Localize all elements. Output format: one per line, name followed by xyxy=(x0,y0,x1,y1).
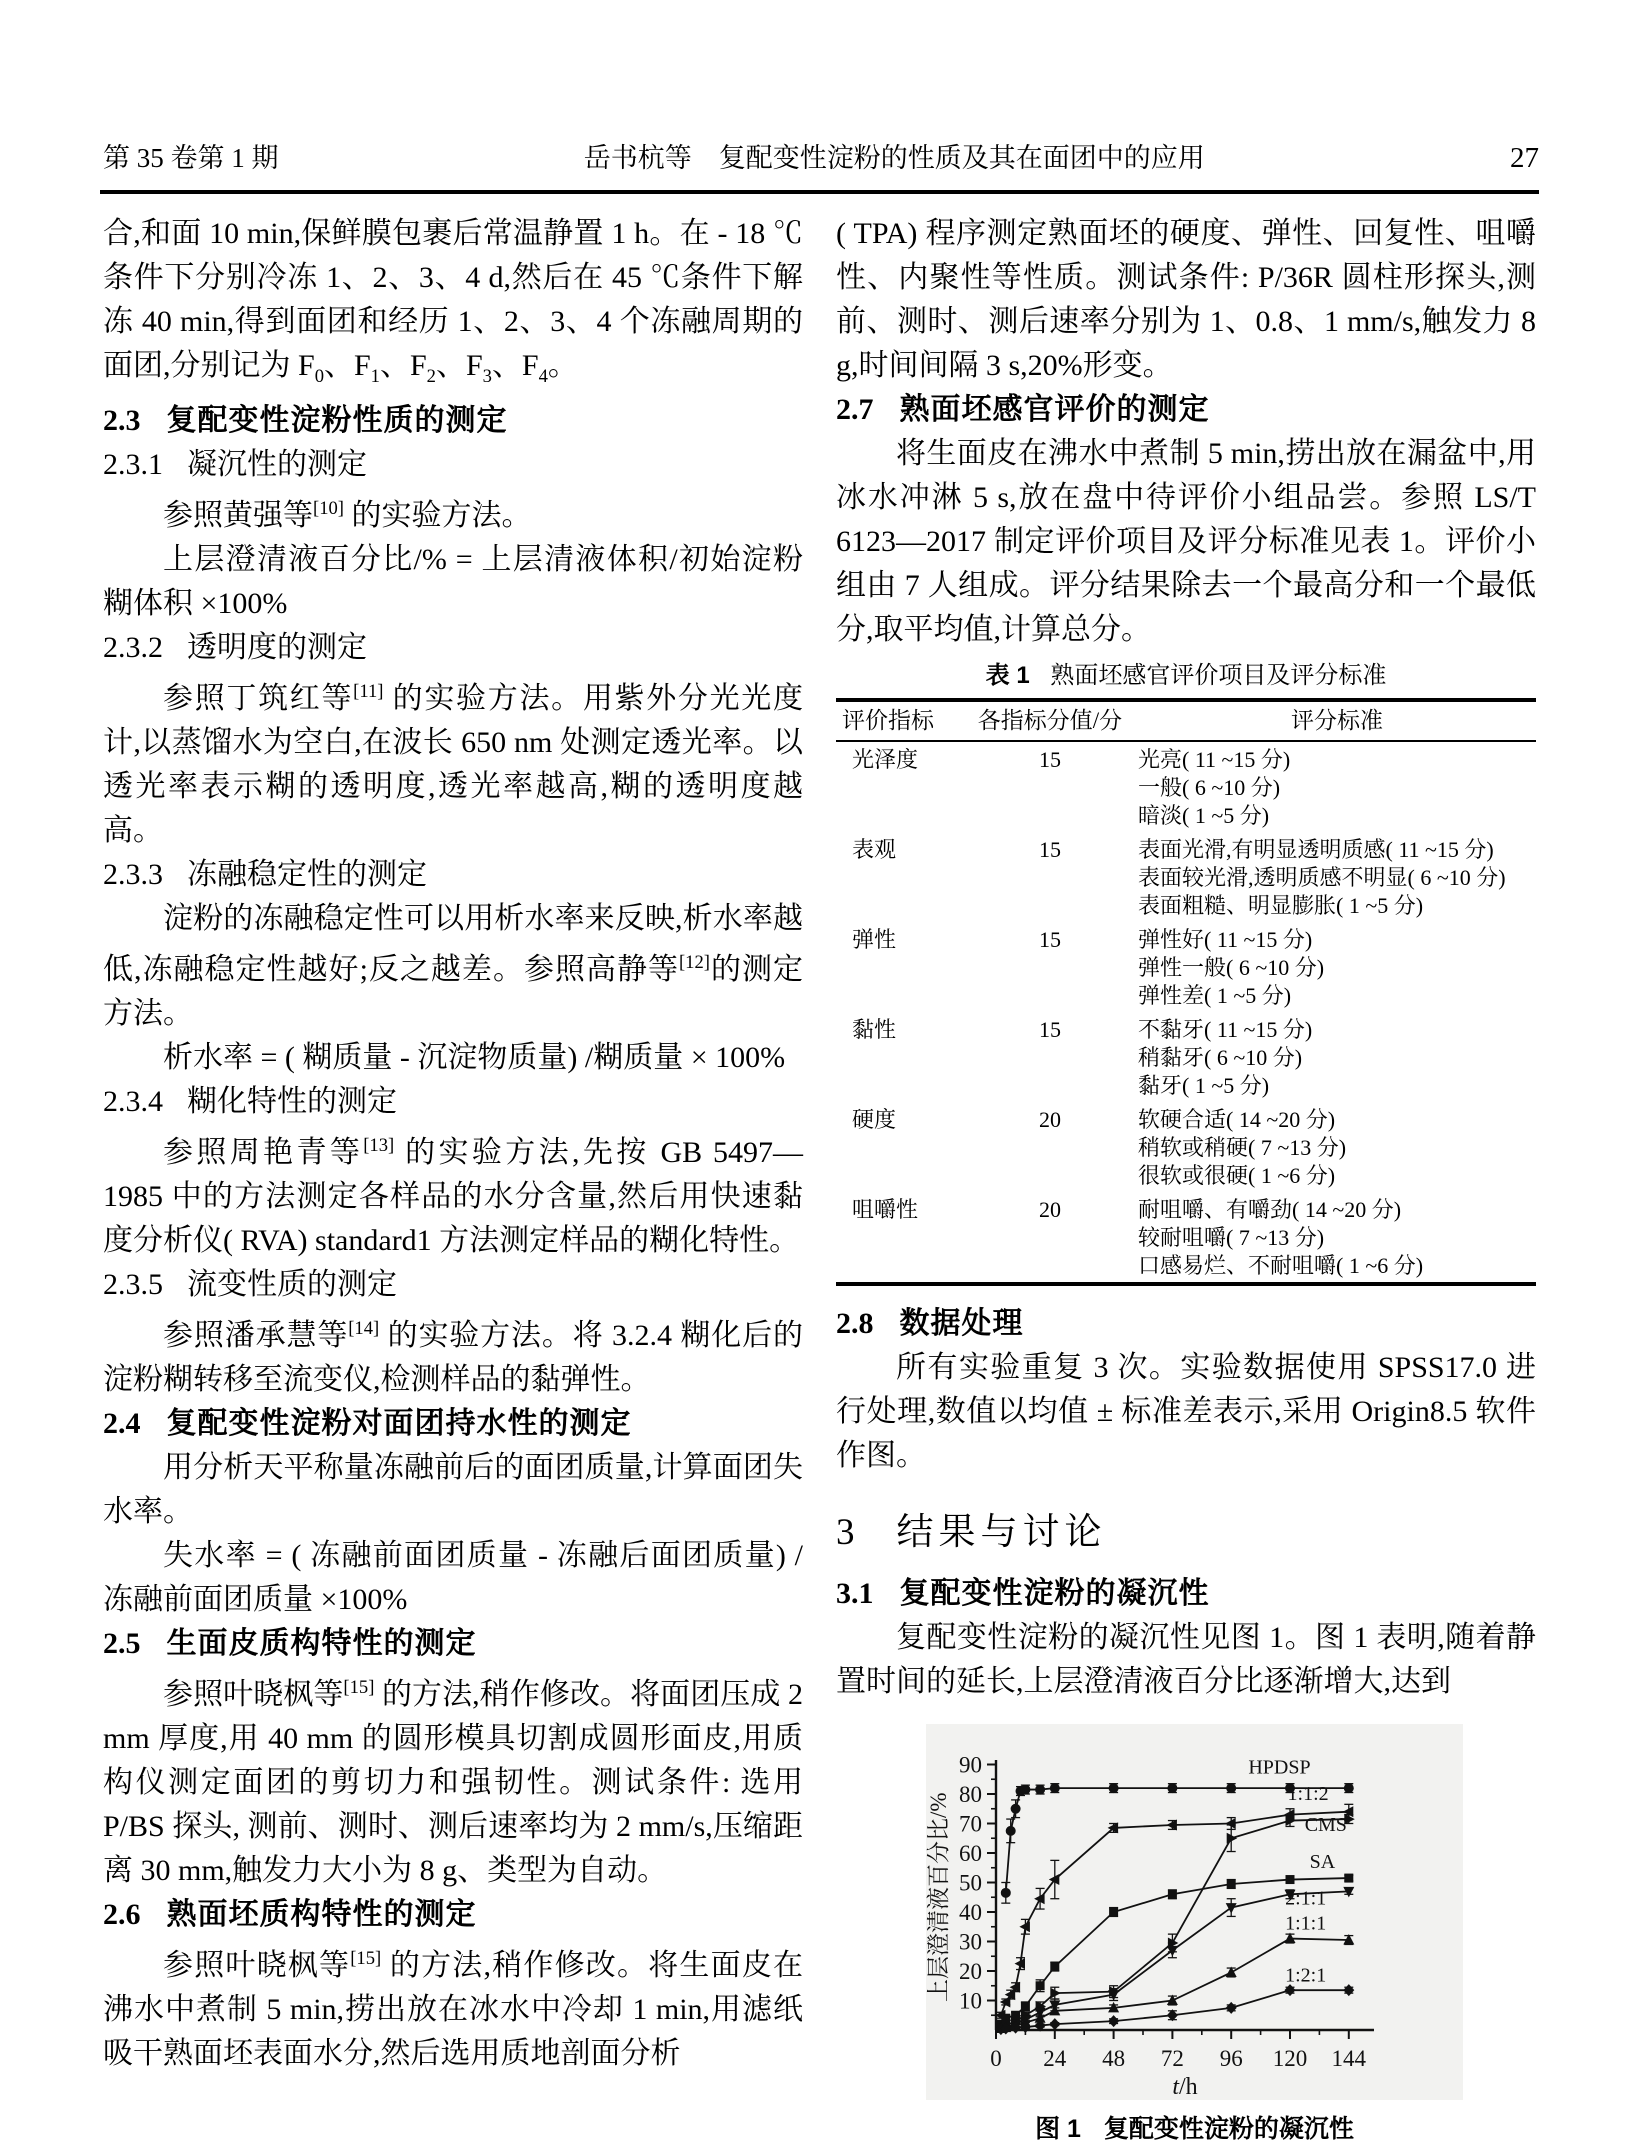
y-tick-label: 80 xyxy=(959,1782,982,1807)
criteria-cell xyxy=(1138,1102,1536,1192)
section-number: 3.1 xyxy=(836,1577,874,1610)
series-label-2:1:1: 2:1:1 xyxy=(1285,1887,1327,1910)
section-heading xyxy=(103,853,803,897)
marker-circle xyxy=(1001,1888,1011,1898)
paragraph: 析水率 = ( 糊质量 - 沉淀物质量) /糊质量 × 100% xyxy=(163,1041,786,1074)
criteria-line: 不黏牙( 11 ~15 分) xyxy=(1138,1017,1313,1042)
series-label-CMS: CMS xyxy=(1304,1813,1347,1836)
section-number: 2.4 xyxy=(103,1407,141,1440)
score-cell: 15 xyxy=(1039,927,1061,952)
figure-1 xyxy=(926,1724,1463,2143)
criteria-cell xyxy=(1138,1192,1536,1284)
series-label-1:1:1: 1:1:1 xyxy=(1285,1912,1327,1935)
table-header-row xyxy=(836,700,1536,741)
table-label: 表 1 xyxy=(985,662,1030,689)
x-tick-label: 72 xyxy=(1160,2046,1184,2071)
paragraph: 参照周艳青等[13] 的实验方法,先按 GB 5497—1985 中的方法测定各样品的水分含量,然后用快速黏度分析仪( RVA) standard1 方法测定样品的糊化特性。 xyxy=(103,1135,803,1257)
section-title: 复配变性淀粉对面团持水性的测定 xyxy=(166,1407,632,1440)
criteria-line: 稍黏牙( 6 ~10 分) xyxy=(1138,1045,1303,1070)
criteria-line: 一般( 6 ~10 分) xyxy=(1138,775,1281,800)
section-heading xyxy=(103,1402,803,1446)
criteria-line: 弹性一般( 6 ~10 分) xyxy=(1138,955,1325,980)
x-tick-label: 96 xyxy=(1219,2046,1243,2071)
section-heading xyxy=(103,1893,803,1937)
figure-caption xyxy=(926,2114,1463,2143)
score-cell: 20 xyxy=(1039,1107,1061,1132)
section-title: 糊化特性的测定 xyxy=(187,1085,397,1118)
right-column-bottom xyxy=(836,1302,1536,1704)
section-heading xyxy=(103,1080,803,1124)
table-title-line xyxy=(836,658,1536,694)
section-heading xyxy=(103,399,803,443)
marker-tri-down xyxy=(1167,1946,1178,1957)
criteria-line: 较耐咀嚼( 7 ~13 分) xyxy=(1138,1225,1325,1250)
criteria-line: 表面光滑,有明显透明质感( 11 ~15 分) xyxy=(1138,837,1494,862)
page-header xyxy=(103,136,1539,175)
y-tick-label: 60 xyxy=(959,1841,982,1866)
marker-square xyxy=(1001,2014,1010,2023)
paragraph: 淀粉的冻融稳定性可以用析水率来反映,析水率越低,冻融稳定性越好;反之越差。参照高静等[12]的测定方法。 xyxy=(103,902,803,1030)
section-heading xyxy=(103,443,803,487)
paragraph: 参照黄强等[10] 的实验方法。 xyxy=(163,498,532,532)
x-tick-label: 0 xyxy=(990,2046,1002,2071)
criteria-line: 表面粗糙、明显膨胀( 1 ~5 分) xyxy=(1138,893,1424,918)
score-cell: 20 xyxy=(1039,1197,1061,1222)
marker-circle xyxy=(1050,1783,1060,1793)
section-title: 复配变性淀粉的凝沉性 xyxy=(899,1577,1210,1610)
col-header-indicator: 评价指标 xyxy=(836,700,962,741)
marker-circle xyxy=(1020,1785,1030,1795)
marker-tri-right xyxy=(1050,1988,1061,1999)
criteria-line: 表面较光滑,透明质感不明显( 6 ~10 分) xyxy=(1138,865,1506,890)
table-row xyxy=(836,1012,1536,1102)
indicator-cell: 弹性 xyxy=(852,927,897,952)
criteria-cell xyxy=(1138,832,1536,922)
paragraph: 复配变性淀粉的凝沉性见图 1。图 1 表明,随着静置时间的延长,上层澄清液百分比逐渐增大,达到 xyxy=(836,1621,1536,1698)
section-title: 流变性质的测定 xyxy=(187,1268,397,1301)
series-label-1:2:1: 1:2:1 xyxy=(1285,1964,1327,1987)
section-heading xyxy=(103,626,803,670)
criteria-line: 光亮( 11 ~15 分) xyxy=(1138,747,1291,772)
criteria-cell xyxy=(1138,922,1536,1012)
series-label-HPDSP: HPDSP xyxy=(1248,1756,1311,1779)
section-title: 结果与讨论 xyxy=(896,1512,1107,1553)
sedimentation-chart xyxy=(926,1728,1461,2100)
marker-tri-left xyxy=(1049,1874,1060,1885)
score-cell: 15 xyxy=(1039,747,1061,772)
section-number: 3 xyxy=(836,1512,855,1553)
criteria-line: 稍软或稍硬( 7 ~13 分) xyxy=(1138,1135,1347,1160)
y-tick-label: 10 xyxy=(959,1988,982,2014)
section-title: 冻融稳定性的测定 xyxy=(187,858,427,891)
section-title: 熟面坯感官评价的测定 xyxy=(899,393,1210,426)
left-column xyxy=(103,212,803,2076)
score-cell: 15 xyxy=(1039,1017,1061,1042)
criteria-line: 黏牙( 1 ~5 分) xyxy=(1138,1073,1270,1098)
running-title: 岳书杭等 复配变性淀粉的性质及其在面团中的应用 xyxy=(583,143,1205,173)
section-heading xyxy=(836,388,1536,432)
score-cell: 15 xyxy=(1039,837,1061,862)
criteria-line: 耐咀嚼、有嚼劲( 14 ~20 分) xyxy=(1138,1197,1402,1222)
section-title: 生面皮质构特性的测定 xyxy=(166,1627,477,1660)
y-tick-label: 70 xyxy=(959,1811,982,1837)
paragraph: 参照叶晓枫等[15] 的方法,稍作修改。将生面皮在沸水中煮制 5 min,捞出放在冰水中冷却 1 min,用滤纸吸干熟面坯表面水分,然后选用质地剖面分析 xyxy=(103,1948,804,2070)
section-title: 熟面坯质构特性的测定 xyxy=(166,1898,477,1931)
paragraph: ( TPA) 程序测定熟面坯的硬度、弹性、回复性、咀嚼性、内聚性等性质。测试条件: P/36R 圆柱形探头,测前、测时、测后速率分别为 1、0.8、1 mm/s,触发力 8 g,时间间隔 3 s,20%形变。 xyxy=(836,217,1536,382)
marker-square xyxy=(1011,2011,1020,2020)
table-row xyxy=(836,741,1536,832)
paragraph: 上层澄清液百分比/% = 上层清液体积/初始淀粉糊体积 ×100% xyxy=(103,543,803,620)
section-heading xyxy=(836,1302,1536,1346)
page-number: 27 xyxy=(1510,142,1539,174)
marker-square xyxy=(1036,1981,1045,1990)
figure-caption-text: 复配变性淀粉的凝沉性 xyxy=(1103,2115,1354,2143)
col-header-criteria: 评分标准 xyxy=(1138,700,1536,741)
indicator-cell: 硬度 xyxy=(852,1107,897,1132)
y-tick-label: 90 xyxy=(959,1752,982,1778)
paragraph: 失水率 = ( 冻融前面团质量 - 冻融后面团质量) /冻融前面团质量 ×100% xyxy=(103,1539,803,1616)
section-heading xyxy=(836,1508,1536,1558)
marker-square xyxy=(1344,1874,1353,1883)
marker-square xyxy=(1021,2002,1030,2011)
x-tick-label: 24 xyxy=(1043,2046,1067,2071)
chart-area xyxy=(926,1724,1463,2100)
criteria-cell xyxy=(1138,1012,1536,1102)
y-tick-label: 50 xyxy=(959,1870,982,1896)
marker-square xyxy=(1050,1962,1059,1971)
section-number: 2.5 xyxy=(103,1627,141,1660)
y-tick-label: 20 xyxy=(959,1959,982,1984)
marker-square xyxy=(1168,1890,1177,1899)
section-title: 透明度的测定 xyxy=(187,631,367,664)
paragraph: 合,和面 10 min,保鲜膜包裹后常温静置 1 h。在 - 18 ℃条件下分别冷冻 1、2、3、4 d,然后在 45 ℃条件下解冻 40 min,得到面团和经历 1、2、3、4 个冻融周期的面团,分别记为 $F_0$、$F_1$、$F_2$、$F_3$、$F_4$。 xyxy=(103,217,803,387)
indicator-cell: 表观 xyxy=(852,837,897,862)
sensory-score-table xyxy=(836,698,1536,1286)
marker-circle xyxy=(1167,1783,1177,1793)
section-heading xyxy=(836,1572,1536,1616)
marker-square xyxy=(1286,1875,1295,1884)
criteria-line: 弹性差( 1 ~5 分) xyxy=(1138,983,1292,1008)
marker-circle xyxy=(1344,1783,1354,1793)
marker-tri-right xyxy=(1227,1833,1238,1844)
section-title: 凝沉性的测定 xyxy=(187,448,367,481)
section-number: 2.6 xyxy=(103,1898,141,1931)
table-title: 熟面坯感官评价项目及评分标准 xyxy=(1050,662,1387,689)
col-header-score: 各指标分值/分 xyxy=(962,700,1138,741)
paragraph: 所有实验重复 3 次。实验数据使用 SPSS17.0 进行处理,数值以均值 ± 标准差表示,采用 Origin8.5 软件作图。 xyxy=(836,1351,1536,1472)
section-number: 2.8 xyxy=(836,1307,874,1340)
header-rule xyxy=(100,190,1539,194)
section-title: 复配变性淀粉性质的测定 xyxy=(166,404,508,437)
table-row xyxy=(836,1192,1536,1284)
criteria-line: 弹性好( 11 ~15 分) xyxy=(1138,927,1313,952)
criteria-cell xyxy=(1138,741,1536,832)
indicator-cell: 咀嚼性 xyxy=(852,1197,919,1222)
section-title: 数据处理 xyxy=(899,1307,1024,1340)
x-tick-label: 144 xyxy=(1331,2046,1367,2071)
y-axis-title: 上层澄清液百分比/% xyxy=(926,1792,951,2003)
criteria-line: 很软或很硬( 1 ~6 分) xyxy=(1138,1163,1336,1188)
paragraph: 参照潘承慧等[14] 的实验方法。将 3.2.4 糊化后的淀粉糊转移至流变仪,检测样品的黏弹性。 xyxy=(103,1318,804,1396)
y-tick-label: 30 xyxy=(959,1929,982,1955)
marker-diamond xyxy=(1108,2015,1119,2027)
x-axis-title: t/h xyxy=(1172,2074,1198,2100)
table-row xyxy=(836,1102,1536,1192)
x-tick-label: 120 xyxy=(1272,2046,1308,2071)
marker-circle xyxy=(1226,1783,1236,1793)
section-number: 2.3 xyxy=(103,404,141,437)
criteria-line: 软硬合适( 14 ~20 分) xyxy=(1138,1107,1336,1132)
x-tick-label: 48 xyxy=(1102,2046,1126,2071)
section-number: 2.3.1 xyxy=(103,448,163,481)
marker-circle xyxy=(1006,1826,1016,1836)
section-heading xyxy=(103,1263,803,1307)
table-1 xyxy=(836,658,1536,1286)
marker-circle xyxy=(1035,1785,1045,1795)
series-label-SA: SA xyxy=(1309,1850,1336,1873)
marker-diamond xyxy=(1226,2002,1237,2014)
indicator-cell: 黏性 xyxy=(852,1017,897,1042)
section-heading xyxy=(103,1622,803,1666)
paragraph: 参照叶晓枫等[15] 的方法,稍作修改。将面团压成 2 mm 厚度,用 40 mm 的圆形模具切割成圆形面皮,用质构仪测定面团的剪切力和强韧性。测试条件: 选用 P/BS 探头, 测前、测时、测后速率均为 2 mm/s,压缩距离 30 mm,触发力大小为 8 g、类型为自动。 xyxy=(103,1677,804,1887)
marker-square xyxy=(1227,1879,1236,1888)
figure-caption-label: 图 1 xyxy=(1035,2115,1081,2143)
right-column xyxy=(836,212,1536,2143)
marker-tri-down xyxy=(1226,1903,1237,1914)
section-number: 2.3.3 xyxy=(103,858,163,891)
criteria-line: 暗淡( 1 ~5 分) xyxy=(1138,803,1270,828)
table-row xyxy=(836,832,1536,922)
marker-diamond xyxy=(1049,2018,1060,2030)
table-row xyxy=(836,922,1536,1012)
y-tick-label: 40 xyxy=(959,1900,982,1925)
marker-tri-left xyxy=(1225,1818,1236,1829)
marker-tri-left xyxy=(1034,1893,1045,1904)
indicator-cell: 光泽度 xyxy=(852,747,919,772)
section-number: 2.3.5 xyxy=(103,1268,163,1301)
paragraph: 参照丁筑红等[11] 的实验方法。用紫外分光光度计,以蒸馏水为空白,在波长 650 nm 处测定透光率。以透光率表示糊的透明度,透光率越高,糊的透明度越高。 xyxy=(103,681,804,847)
marker-circle xyxy=(1109,1783,1119,1793)
criteria-line: 口感易烂、不耐咀嚼( 1 ~6 分) xyxy=(1138,1253,1424,1278)
section-number: 2.3.2 xyxy=(103,631,163,664)
marker-circle xyxy=(1011,1804,1021,1814)
section-number: 2.3.4 xyxy=(103,1085,163,1118)
paragraph: 将生面皮在沸水中煮制 5 min,捞出放在漏盆中,用冰水冲淋 5 s,放在盘中待评价小组品尝。参照 LS/T 6123—2017 制定评价项目及评分标准见表 1。评价小组由 7 人组成。评分结果除去一个最高分和一个最低分,取平均值,计算总分。 xyxy=(836,437,1536,646)
marker-square xyxy=(1109,1908,1118,1917)
journal-issue: 第 35 卷第 1 期 xyxy=(103,143,279,173)
marker-diamond xyxy=(1343,1984,1354,1996)
section-number: 2.7 xyxy=(836,393,874,426)
paragraph: 用分析天平称量冻融前后的面团质量,计算面团失水率。 xyxy=(103,1451,803,1528)
series-label-1:1:2: 1:1:2 xyxy=(1287,1782,1329,1805)
right-column-top xyxy=(836,212,1536,652)
